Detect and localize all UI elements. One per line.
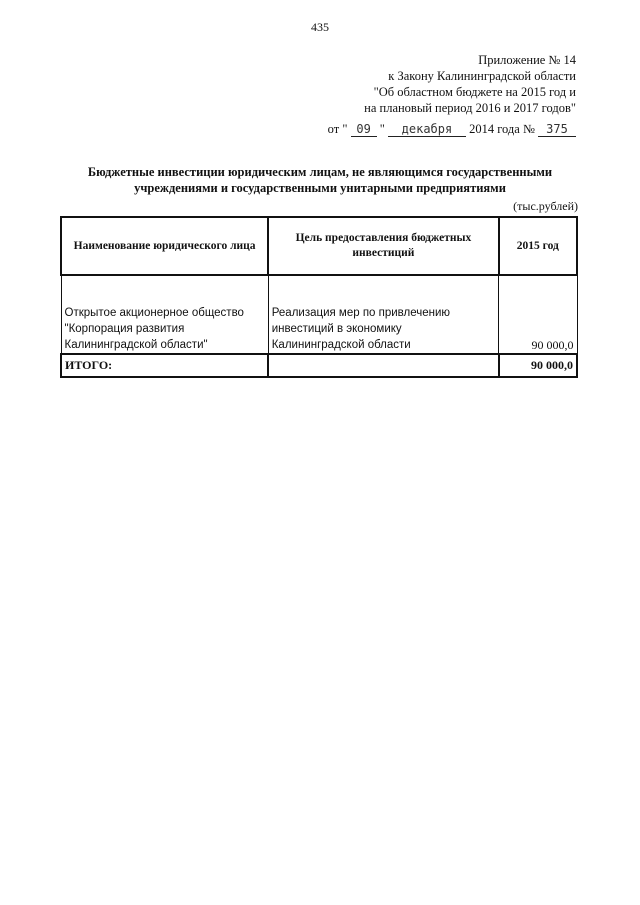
header-purpose: Цель предоставления бюджетных инвестиций [268,217,498,275]
total-amount: 90 000,0 [499,354,577,377]
purpose-cell [268,275,498,354]
amount-cell: 90 000,0 [499,275,577,354]
date-year-text: 2014 года № [469,122,535,136]
units-label: (тыс.рублей) [513,199,578,213]
entity-name-line: "Корпорация развития [64,323,185,335]
appendix-line: на плановый период 2016 и 2017 годов" [364,101,576,115]
handwritten-day: 09 [351,123,377,137]
page-number: 435 [311,20,329,34]
header-year: 2015 год [499,217,577,275]
date-open-quote: " [342,122,348,136]
document-title [60,164,580,196]
purpose-line: Реализация мер по привлечению [271,307,451,319]
date-prefix: от [327,122,340,136]
table-header-row [61,217,577,275]
appendix-line: Приложение № 14 [478,53,576,67]
total-purpose-cell [268,354,498,377]
total-label: ИТОГО: [61,354,268,377]
title-line: учреждениями и государственными унитарными предприятиями [134,181,506,195]
entity-name-cell [61,275,268,354]
appendix-line: к Закону Калининградской области [388,69,576,83]
table-row [61,275,577,354]
purpose-line: Калининградской области [271,339,411,351]
total-row [61,354,577,377]
title-line: Бюджетные инвестиции юридическим лицам, не являющимся государственными [87,165,553,179]
purpose-line: инвестиций в экономику [271,323,402,335]
handwritten-month: декабря [388,123,466,137]
handwritten-law-number: 375 [538,123,576,137]
investment-table [60,216,578,378]
entity-name-line: Калининградской области" [64,339,208,351]
entity-name-line: Открытое акционерное общество [64,307,244,319]
date-close-quote: " [379,122,385,136]
header-name: Наименование юридического лица [61,217,268,275]
law-date-line [328,121,576,137]
appendix-block [328,52,576,137]
appendix-line: "Об областном бюджете на 2015 год и [373,85,576,99]
